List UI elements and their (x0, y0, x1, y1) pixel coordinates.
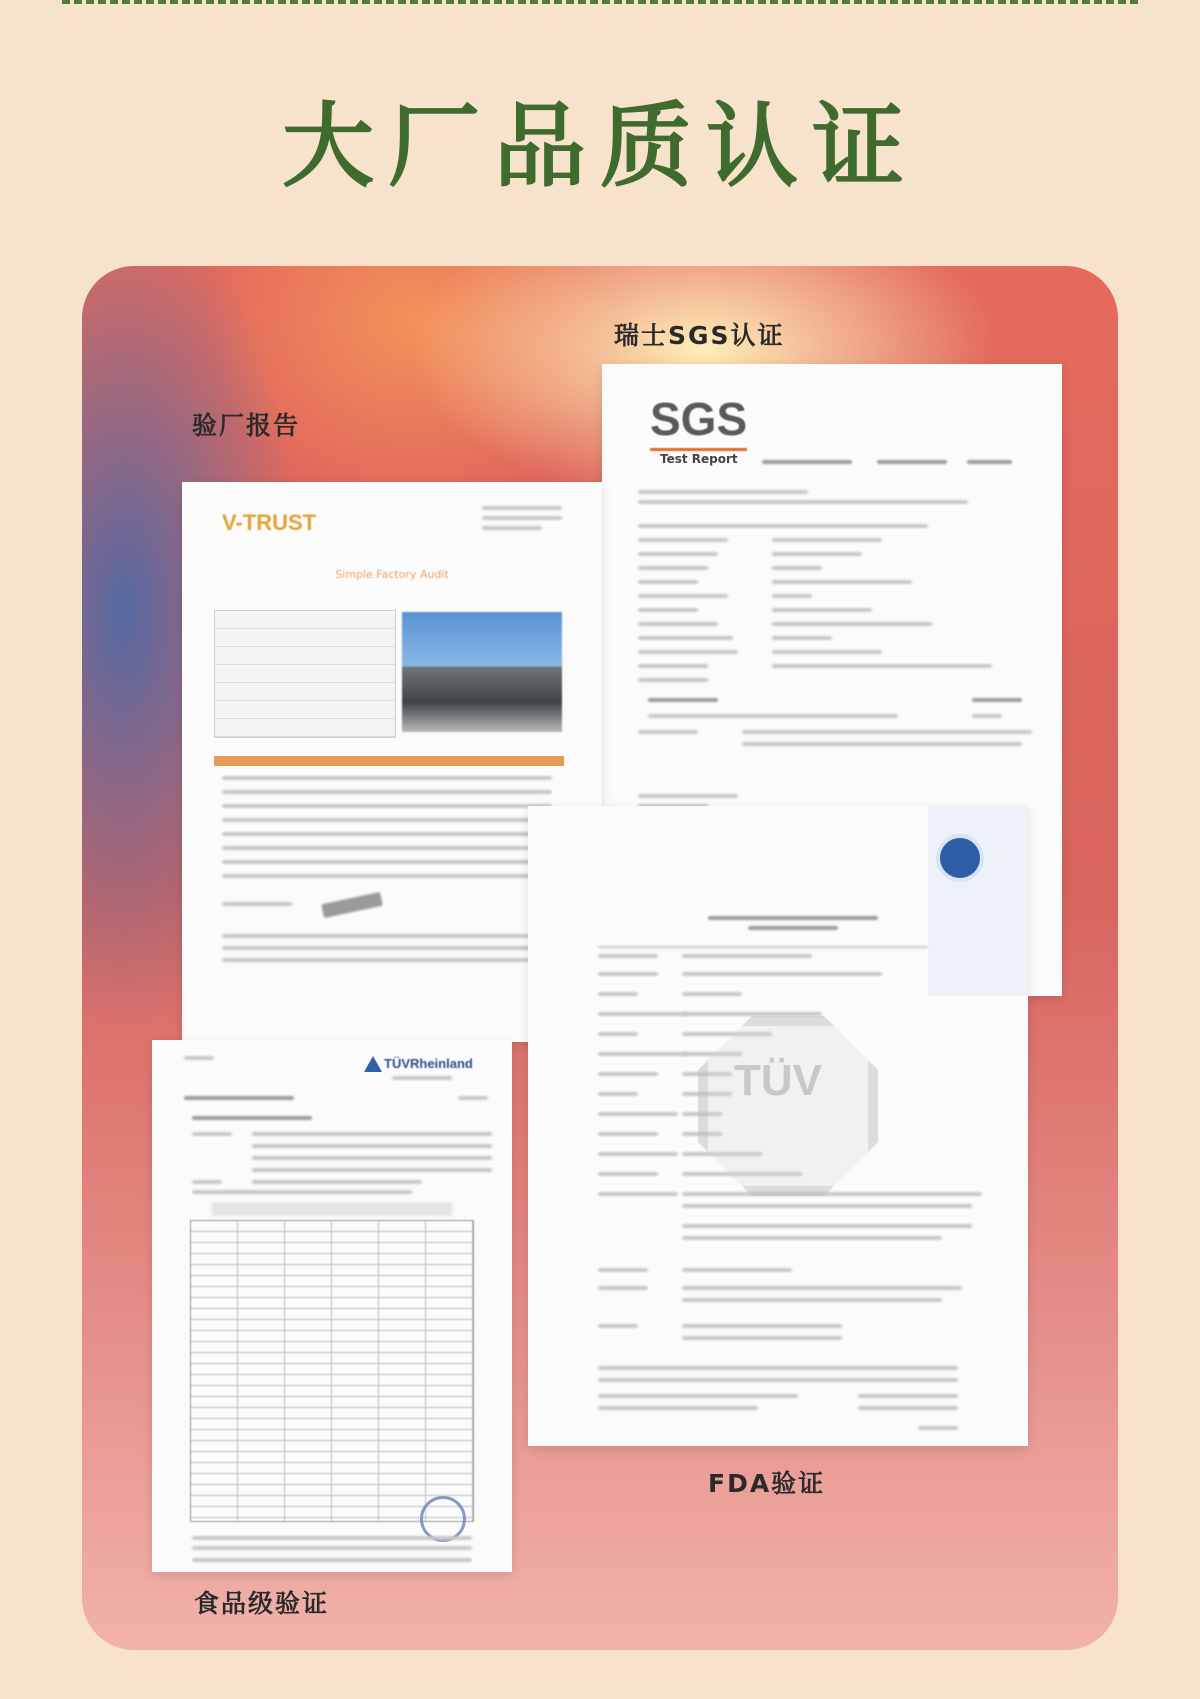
tuv-rheinland-test-report (152, 1040, 512, 1572)
tuv-sud-technical-report (528, 806, 1028, 1446)
audit-info-table (214, 610, 396, 738)
tuv-rheinland-logo: TÜVRheinland (384, 1056, 473, 1071)
factory-audit-title: Simple Factory Audit (335, 568, 449, 581)
sgs-report-title: Test Report (660, 452, 738, 466)
tuv-rheinland-triangle-icon (364, 1056, 382, 1072)
vtrust-logo: V-TRUST (222, 510, 317, 535)
sgs-logo: SGS (650, 392, 747, 451)
summary-bar (214, 756, 564, 766)
page-headline: 大厂品质认证 (281, 93, 918, 200)
factory-audit-label: 验厂报告 (192, 411, 301, 440)
tuv-sud-watermark: TÜV (734, 1056, 822, 1105)
certification-panel (82, 266, 1118, 1650)
fda-label: FDA验证 (708, 1469, 826, 1498)
top-dashed-divider (62, 0, 1138, 4)
factory-photo (402, 612, 562, 732)
sgs-label: 瑞士SGS认证 (614, 321, 785, 350)
food-grade-label: 食品级验证 (194, 1589, 330, 1618)
tuv-sud-watermark-octagon (698, 1016, 878, 1196)
tuv-sud-sidebar (928, 806, 1028, 996)
tuv-sud-badge-icon (936, 834, 984, 882)
metal-release-table (190, 1220, 474, 1522)
